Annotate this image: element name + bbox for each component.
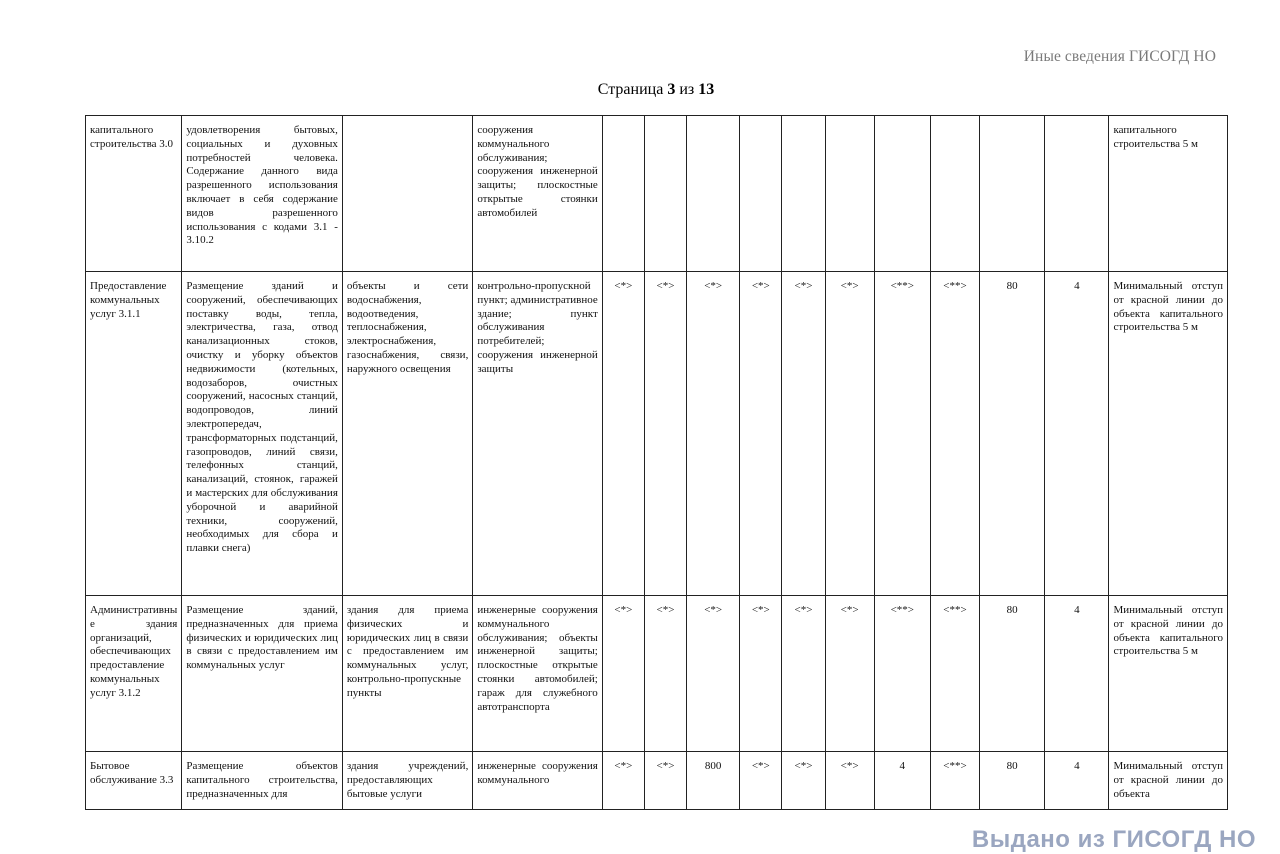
document-source-note: Иные сведения ГИСОГД НО [1023,48,1216,65]
cell-auxiliary-objects: инженерные сооружения коммунального [473,752,602,810]
issued-from-stamp: Выдано из ГИСОГД НО [971,826,1256,853]
cell-param: 4 [1045,752,1109,810]
cell-land-use-name: Административные здания организаций, обеспечивающих предоставление коммунальных услуг 3.1.2 [86,596,182,752]
cell-description: Размещение объектов капитального строительства, предназначенных для [182,752,343,810]
cell-setback: Минимальный отступ от красной линии до объекта капитального строительства 5 м [1109,596,1228,752]
cell-param [930,116,979,272]
cell-param: <*> [825,596,874,752]
cell-param: <*> [602,752,644,810]
cell-param: <*> [782,596,825,752]
cell-param: <*> [782,752,825,810]
cell-param: <*> [602,596,644,752]
cell-param: 80 [980,596,1045,752]
cell-param [687,116,740,272]
page-counter [0,81,1280,99]
table-row [86,752,1228,810]
cell-param [1045,116,1109,272]
cell-main-objects: здания для приема физических и юридических лиц в связи с предоставлением им коммунальных услуг, контрольно-пропускные пункты [342,596,472,752]
cell-param: 4 [874,752,930,810]
cell-param: <**> [930,752,979,810]
page-counter-of: из [679,81,695,98]
cell-land-use-name: Предоставление коммунальных услуг 3.1.1 [86,272,182,596]
cell-setback: капитального строительства 5 м [1109,116,1228,272]
cell-main-objects: здания учреждений, предоставляющих бытовые услуги [342,752,472,810]
cell-param: <*> [644,752,686,810]
page-current: 3 [667,81,676,98]
land-use-regulations-table [85,115,1228,810]
cell-auxiliary-objects: контрольно-пропускной пункт; административное здание; пункт обслуживания потребителей; сооружения инженерной защиты [473,272,602,596]
cell-auxiliary-objects: инженерные сооружения коммунального обслуживания; объекты инженерной защиты; плоскостные открытые стоянки автомобилей; гараж для служебного автотранспорта [473,596,602,752]
cell-param: 4 [1045,272,1109,596]
cell-setback: Минимальный отступ от красной линии до объекта капитального строительства 5 м [1109,272,1228,596]
cell-setback: Минимальный отступ от красной линии до объекта [1109,752,1228,810]
cell-land-use-name: Бытовое обслуживание 3.3 [86,752,182,810]
table-row [86,596,1228,752]
cell-param: <*> [825,752,874,810]
cell-param: 80 [980,752,1045,810]
cell-param [644,116,686,272]
cell-description: Размещение зданий и сооружений, обеспечивающих поставку воды, тепла, электричества, газа, отвод канализационных стоков, очистку и уборку объектов недвижимости (котельных, водозаборов, очистных сооружений, насосных станций, водопроводов, линий электропередач, трансформаторных подстанций, газопроводов, линий связи, телефонных станций, канализаций, стоянок, гаражей и мастерских для обслуживания уборочной и аварийной техники, сооружений, необходимых для сбора и плавки снега) [182,272,343,596]
cell-param: <**> [930,596,979,752]
cell-param: <*> [825,272,874,596]
table-row [86,116,1228,272]
cell-param: <*> [740,596,782,752]
cell-param [740,116,782,272]
table-row [86,272,1228,596]
cell-param [980,116,1045,272]
cell-param: 4 [1045,596,1109,752]
page-counter-prefix: Страница [597,81,664,98]
cell-param: <*> [644,272,686,596]
cell-param: <*> [782,272,825,596]
cell-param [782,116,825,272]
cell-param: <**> [930,272,979,596]
cell-param: <**> [874,596,930,752]
cell-param: <*> [687,272,740,596]
cell-description: удовлетворения бытовых, социальных и духовных потребностей человека. Содержание данного вида разрешенного использования включает в себя содержание видов разрешенного использования с кодами 3.1 - 3.10.2 [182,116,343,272]
cell-param: <*> [644,596,686,752]
cell-land-use-name: капитального строительства 3.0 [86,116,182,272]
cell-param [874,116,930,272]
cell-param: 800 [687,752,740,810]
cell-auxiliary-objects: сооружения коммунального обслуживания; сооружения инженерной защиты; плоскостные открытые стоянки автомобилей [473,116,602,272]
cell-param: <*> [740,752,782,810]
cell-param: 80 [980,272,1045,596]
page-total: 13 [698,81,715,98]
cell-param: <*> [687,596,740,752]
cell-param: <**> [874,272,930,596]
cell-param [602,116,644,272]
cell-main-objects [342,116,472,272]
cell-param: <*> [602,272,644,596]
cell-param: <*> [740,272,782,596]
cell-param [825,116,874,272]
cell-main-objects: объекты и сети водоснабжения, водоотведения, теплоснабжения, электроснабжения, газоснабжения, связи, наружного освещения [342,272,472,596]
cell-description: Размещение зданий, предназначенных для приема физических и юридических лиц в связи с предоставлением им коммунальных услуг [182,596,343,752]
